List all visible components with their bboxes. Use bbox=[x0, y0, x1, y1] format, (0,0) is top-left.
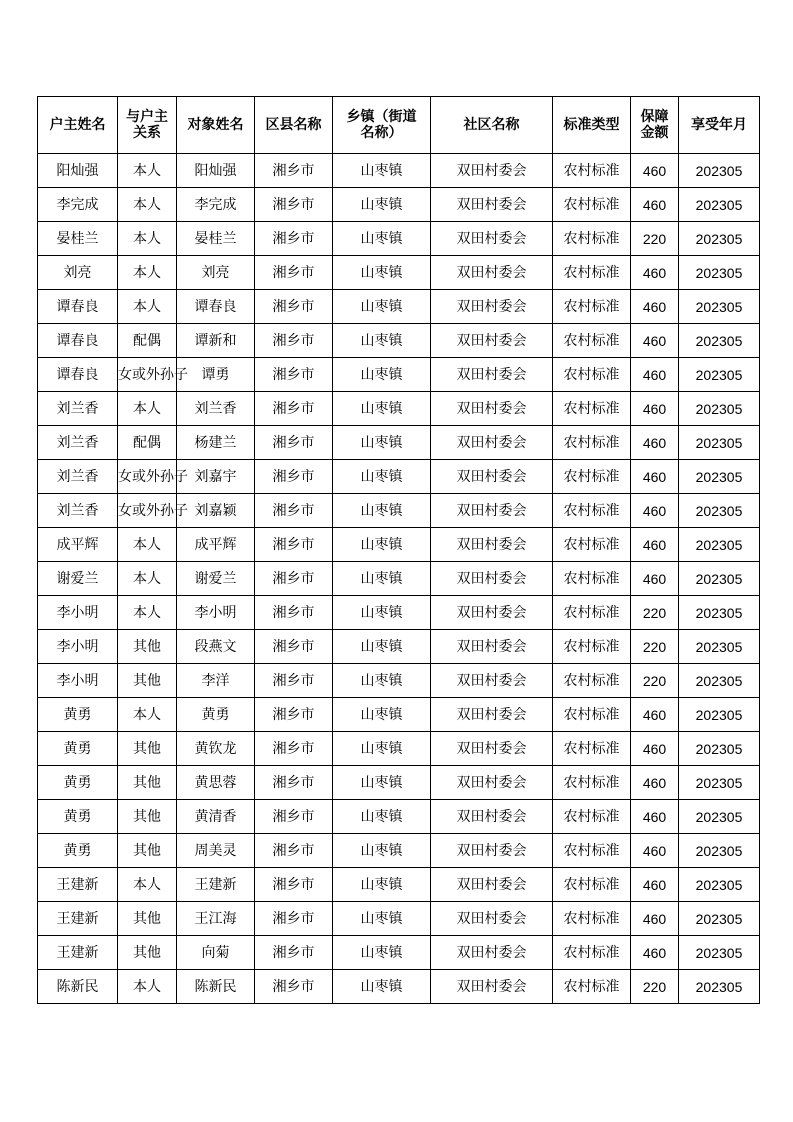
standard-type-cell: 农村标准 bbox=[553, 902, 631, 936]
community-cell: 双田村委会 bbox=[431, 698, 553, 732]
relation-cell: 本人 bbox=[118, 596, 177, 630]
amount-cell: 220 bbox=[631, 596, 679, 630]
household-head-cell: 黄勇 bbox=[38, 800, 118, 834]
member-name-cell: 刘兰香 bbox=[177, 392, 255, 426]
amount-cell: 460 bbox=[631, 392, 679, 426]
header-month bbox=[679, 97, 760, 154]
county-cell: 湘乡市 bbox=[255, 834, 333, 868]
amount-cell: 460 bbox=[631, 494, 679, 528]
table-row bbox=[38, 528, 760, 562]
township-cell: 山枣镇 bbox=[333, 256, 431, 290]
township-cell: 山枣镇 bbox=[333, 902, 431, 936]
member-name-cell: 李完成 bbox=[177, 188, 255, 222]
relation-cell: 配偶 bbox=[118, 324, 177, 358]
relation-cell: 本人 bbox=[118, 868, 177, 902]
community-cell: 双田村委会 bbox=[431, 290, 553, 324]
household-head-cell: 谭春良 bbox=[38, 324, 118, 358]
household-head-cell: 黄勇 bbox=[38, 698, 118, 732]
relation-cell: 本人 bbox=[118, 154, 177, 188]
relation-cell: 本人 bbox=[118, 188, 177, 222]
header-household-head bbox=[38, 97, 118, 154]
township-cell: 山枣镇 bbox=[333, 290, 431, 324]
standard-type-cell: 农村标准 bbox=[553, 868, 631, 902]
relation-cell: 女或外孙子 bbox=[118, 358, 177, 392]
township-cell: 山枣镇 bbox=[333, 936, 431, 970]
township-cell: 山枣镇 bbox=[333, 664, 431, 698]
standard-type-cell: 农村标准 bbox=[553, 664, 631, 698]
relation-cell: 配偶 bbox=[118, 426, 177, 460]
header-line: 关系 bbox=[133, 125, 161, 141]
header-line: 标准类型 bbox=[563, 117, 620, 133]
county-cell: 湘乡市 bbox=[255, 222, 333, 256]
member-name-cell: 黄思蓉 bbox=[177, 766, 255, 800]
month-cell: 202305 bbox=[679, 324, 760, 358]
relation-cell: 其他 bbox=[118, 766, 177, 800]
relation-cell: 其他 bbox=[118, 800, 177, 834]
month-cell: 202305 bbox=[679, 154, 760, 188]
amount-cell: 460 bbox=[631, 800, 679, 834]
township-cell: 山枣镇 bbox=[333, 732, 431, 766]
amount-cell: 460 bbox=[631, 732, 679, 766]
county-cell: 湘乡市 bbox=[255, 596, 333, 630]
member-name-cell: 王建新 bbox=[177, 868, 255, 902]
table-row bbox=[38, 290, 760, 324]
household-head-cell: 刘亮 bbox=[38, 256, 118, 290]
county-cell: 湘乡市 bbox=[255, 800, 333, 834]
member-name-cell: 李小明 bbox=[177, 596, 255, 630]
month-cell: 202305 bbox=[679, 698, 760, 732]
month-cell: 202305 bbox=[679, 494, 760, 528]
relation-cell: 本人 bbox=[118, 698, 177, 732]
amount-cell: 460 bbox=[631, 868, 679, 902]
household-head-cell: 刘兰香 bbox=[38, 392, 118, 426]
standard-type-cell: 农村标准 bbox=[553, 630, 631, 664]
community-cell: 双田村委会 bbox=[431, 902, 553, 936]
table-row bbox=[38, 222, 760, 256]
standard-type-cell: 农村标准 bbox=[553, 936, 631, 970]
relation-cell: 本人 bbox=[118, 392, 177, 426]
township-cell: 山枣镇 bbox=[333, 970, 431, 1004]
month-cell: 202305 bbox=[679, 834, 760, 868]
month-cell: 202305 bbox=[679, 290, 760, 324]
table-row bbox=[38, 630, 760, 664]
table-row bbox=[38, 426, 760, 460]
relation-cell: 本人 bbox=[118, 222, 177, 256]
standard-type-cell: 农村标准 bbox=[553, 188, 631, 222]
county-cell: 湘乡市 bbox=[255, 936, 333, 970]
header-standard-type bbox=[553, 97, 631, 154]
amount-cell: 220 bbox=[631, 630, 679, 664]
community-cell: 双田村委会 bbox=[431, 222, 553, 256]
member-name-cell: 阳灿强 bbox=[177, 154, 255, 188]
member-name-cell: 成平辉 bbox=[177, 528, 255, 562]
household-head-cell: 成平辉 bbox=[38, 528, 118, 562]
header-line: 对象姓名 bbox=[187, 117, 244, 133]
amount-cell: 220 bbox=[631, 664, 679, 698]
amount-cell: 460 bbox=[631, 528, 679, 562]
county-cell: 湘乡市 bbox=[255, 426, 333, 460]
community-cell: 双田村委会 bbox=[431, 460, 553, 494]
community-cell: 双田村委会 bbox=[431, 324, 553, 358]
household-head-cell: 黄勇 bbox=[38, 732, 118, 766]
county-cell: 湘乡市 bbox=[255, 732, 333, 766]
community-cell: 双田村委会 bbox=[431, 154, 553, 188]
header-amount bbox=[631, 97, 679, 154]
header-line: 享受年月 bbox=[691, 117, 747, 133]
county-cell: 湘乡市 bbox=[255, 494, 333, 528]
table-row bbox=[38, 392, 760, 426]
community-cell: 双田村委会 bbox=[431, 188, 553, 222]
relation-cell: 本人 bbox=[118, 970, 177, 1004]
community-cell: 双田村委会 bbox=[431, 664, 553, 698]
table-row bbox=[38, 494, 760, 528]
amount-cell: 460 bbox=[631, 290, 679, 324]
standard-type-cell: 农村标准 bbox=[553, 154, 631, 188]
header-line: 社区名称 bbox=[463, 117, 520, 133]
member-name-cell: 李洋 bbox=[177, 664, 255, 698]
header-relation bbox=[118, 97, 177, 154]
standard-type-cell: 农村标准 bbox=[553, 426, 631, 460]
month-cell: 202305 bbox=[679, 562, 760, 596]
standard-type-cell: 农村标准 bbox=[553, 834, 631, 868]
household-head-cell: 王建新 bbox=[38, 936, 118, 970]
household-head-cell: 黄勇 bbox=[38, 834, 118, 868]
county-cell: 湘乡市 bbox=[255, 902, 333, 936]
member-name-cell: 晏桂兰 bbox=[177, 222, 255, 256]
month-cell: 202305 bbox=[679, 358, 760, 392]
relation-cell: 本人 bbox=[118, 256, 177, 290]
township-cell: 山枣镇 bbox=[333, 154, 431, 188]
community-cell: 双田村委会 bbox=[431, 256, 553, 290]
standard-type-cell: 农村标准 bbox=[553, 460, 631, 494]
county-cell: 湘乡市 bbox=[255, 392, 333, 426]
table-row bbox=[38, 902, 760, 936]
member-name-cell: 向菊 bbox=[177, 936, 255, 970]
member-name-cell: 谭勇 bbox=[177, 358, 255, 392]
household-head-cell: 李小明 bbox=[38, 630, 118, 664]
community-cell: 双田村委会 bbox=[431, 732, 553, 766]
standard-type-cell: 农村标准 bbox=[553, 494, 631, 528]
standard-type-cell: 农村标准 bbox=[553, 222, 631, 256]
header-community bbox=[431, 97, 553, 154]
relation-cell: 女或外孙子 bbox=[118, 460, 177, 494]
county-cell: 湘乡市 bbox=[255, 562, 333, 596]
household-head-cell: 谭春良 bbox=[38, 358, 118, 392]
household-head-cell: 李小明 bbox=[38, 596, 118, 630]
township-cell: 山枣镇 bbox=[333, 630, 431, 664]
amount-cell: 220 bbox=[631, 222, 679, 256]
month-cell: 202305 bbox=[679, 630, 760, 664]
table-row bbox=[38, 834, 760, 868]
household-head-cell: 晏桂兰 bbox=[38, 222, 118, 256]
county-cell: 湘乡市 bbox=[255, 630, 333, 664]
community-cell: 双田村委会 bbox=[431, 834, 553, 868]
county-cell: 湘乡市 bbox=[255, 154, 333, 188]
relation-cell: 其他 bbox=[118, 834, 177, 868]
household-head-cell: 李完成 bbox=[38, 188, 118, 222]
relation-cell: 其他 bbox=[118, 630, 177, 664]
standard-type-cell: 农村标准 bbox=[553, 970, 631, 1004]
relation-cell: 其他 bbox=[118, 664, 177, 698]
table-row bbox=[38, 766, 760, 800]
township-cell: 山枣镇 bbox=[333, 392, 431, 426]
standard-type-cell: 农村标准 bbox=[553, 256, 631, 290]
table-row bbox=[38, 324, 760, 358]
amount-cell: 220 bbox=[631, 970, 679, 1004]
household-head-cell: 刘兰香 bbox=[38, 426, 118, 460]
header-line: 区县名称 bbox=[265, 117, 322, 133]
county-cell: 湘乡市 bbox=[255, 664, 333, 698]
amount-cell: 460 bbox=[631, 188, 679, 222]
relation-cell: 本人 bbox=[118, 562, 177, 596]
community-cell: 双田村委会 bbox=[431, 630, 553, 664]
township-cell: 山枣镇 bbox=[333, 766, 431, 800]
table-row bbox=[38, 970, 760, 1004]
month-cell: 202305 bbox=[679, 256, 760, 290]
month-cell: 202305 bbox=[679, 426, 760, 460]
table-row bbox=[38, 800, 760, 834]
month-cell: 202305 bbox=[679, 596, 760, 630]
township-cell: 山枣镇 bbox=[333, 460, 431, 494]
relation-cell: 本人 bbox=[118, 528, 177, 562]
month-cell: 202305 bbox=[679, 392, 760, 426]
member-name-cell: 谭春良 bbox=[177, 290, 255, 324]
table-row bbox=[38, 256, 760, 290]
header-member-name bbox=[177, 97, 255, 154]
amount-cell: 460 bbox=[631, 902, 679, 936]
month-cell: 202305 bbox=[679, 732, 760, 766]
county-cell: 湘乡市 bbox=[255, 970, 333, 1004]
table-header bbox=[38, 97, 760, 154]
member-name-cell: 刘亮 bbox=[177, 256, 255, 290]
community-cell: 双田村委会 bbox=[431, 800, 553, 834]
header-line: 金额 bbox=[640, 125, 669, 141]
table-row bbox=[38, 936, 760, 970]
standard-type-cell: 农村标准 bbox=[553, 800, 631, 834]
amount-cell: 460 bbox=[631, 834, 679, 868]
township-cell: 山枣镇 bbox=[333, 868, 431, 902]
amount-cell: 460 bbox=[631, 358, 679, 392]
township-cell: 山枣镇 bbox=[333, 528, 431, 562]
amount-cell: 460 bbox=[631, 426, 679, 460]
community-cell: 双田村委会 bbox=[431, 970, 553, 1004]
community-cell: 双田村委会 bbox=[431, 426, 553, 460]
month-cell: 202305 bbox=[679, 800, 760, 834]
household-head-cell: 王建新 bbox=[38, 868, 118, 902]
county-cell: 湘乡市 bbox=[255, 698, 333, 732]
amount-cell: 460 bbox=[631, 766, 679, 800]
amount-cell: 460 bbox=[631, 936, 679, 970]
county-cell: 湘乡市 bbox=[255, 766, 333, 800]
header-row bbox=[38, 97, 760, 154]
community-cell: 双田村委会 bbox=[431, 494, 553, 528]
table-row bbox=[38, 732, 760, 766]
township-cell: 山枣镇 bbox=[333, 698, 431, 732]
community-cell: 双田村委会 bbox=[431, 528, 553, 562]
standard-type-cell: 农村标准 bbox=[553, 732, 631, 766]
township-cell: 山枣镇 bbox=[333, 426, 431, 460]
member-name-cell: 黄勇 bbox=[177, 698, 255, 732]
standard-type-cell: 农村标准 bbox=[553, 528, 631, 562]
table-row bbox=[38, 154, 760, 188]
standard-type-cell: 农村标准 bbox=[553, 596, 631, 630]
standard-type-cell: 农村标准 bbox=[553, 766, 631, 800]
amount-cell: 460 bbox=[631, 256, 679, 290]
household-head-cell: 黄勇 bbox=[38, 766, 118, 800]
county-cell: 湘乡市 bbox=[255, 358, 333, 392]
month-cell: 202305 bbox=[679, 766, 760, 800]
header-line: 乡镇（街道 bbox=[346, 109, 417, 125]
community-cell: 双田村委会 bbox=[431, 936, 553, 970]
county-cell: 湘乡市 bbox=[255, 460, 333, 494]
township-cell: 山枣镇 bbox=[333, 358, 431, 392]
header-line: 户主姓名 bbox=[49, 117, 106, 133]
member-name-cell: 谭新和 bbox=[177, 324, 255, 358]
community-cell: 双田村委会 bbox=[431, 766, 553, 800]
member-name-cell: 杨建兰 bbox=[177, 426, 255, 460]
header-line: 与户主 bbox=[126, 109, 168, 125]
roster-table bbox=[37, 96, 760, 1004]
community-cell: 双田村委会 bbox=[431, 868, 553, 902]
household-head-cell: 刘兰香 bbox=[38, 460, 118, 494]
county-cell: 湘乡市 bbox=[255, 290, 333, 324]
township-cell: 山枣镇 bbox=[333, 596, 431, 630]
month-cell: 202305 bbox=[679, 188, 760, 222]
standard-type-cell: 农村标准 bbox=[553, 562, 631, 596]
township-cell: 山枣镇 bbox=[333, 222, 431, 256]
relation-cell: 其他 bbox=[118, 936, 177, 970]
table-row bbox=[38, 596, 760, 630]
member-name-cell: 陈新民 bbox=[177, 970, 255, 1004]
township-cell: 山枣镇 bbox=[333, 562, 431, 596]
household-head-cell: 刘兰香 bbox=[38, 494, 118, 528]
county-cell: 湘乡市 bbox=[255, 528, 333, 562]
member-name-cell: 段燕文 bbox=[177, 630, 255, 664]
member-name-cell: 黄清香 bbox=[177, 800, 255, 834]
month-cell: 202305 bbox=[679, 528, 760, 562]
community-cell: 双田村委会 bbox=[431, 392, 553, 426]
table-row bbox=[38, 868, 760, 902]
community-cell: 双田村委会 bbox=[431, 596, 553, 630]
month-cell: 202305 bbox=[679, 868, 760, 902]
county-cell: 湘乡市 bbox=[255, 324, 333, 358]
month-cell: 202305 bbox=[679, 664, 760, 698]
member-name-cell: 黄钦龙 bbox=[177, 732, 255, 766]
month-cell: 202305 bbox=[679, 970, 760, 1004]
relation-cell: 其他 bbox=[118, 732, 177, 766]
table-row bbox=[38, 188, 760, 222]
township-cell: 山枣镇 bbox=[333, 494, 431, 528]
township-cell: 山枣镇 bbox=[333, 188, 431, 222]
table-row bbox=[38, 664, 760, 698]
relation-cell: 本人 bbox=[118, 290, 177, 324]
member-name-cell: 刘嘉宇 bbox=[177, 460, 255, 494]
amount-cell: 460 bbox=[631, 698, 679, 732]
header-county bbox=[255, 97, 333, 154]
amount-cell: 460 bbox=[631, 562, 679, 596]
township-cell: 山枣镇 bbox=[333, 324, 431, 358]
member-name-cell: 王江海 bbox=[177, 902, 255, 936]
community-cell: 双田村委会 bbox=[431, 358, 553, 392]
member-name-cell: 谢爱兰 bbox=[177, 562, 255, 596]
county-cell: 湘乡市 bbox=[255, 256, 333, 290]
county-cell: 湘乡市 bbox=[255, 188, 333, 222]
township-cell: 山枣镇 bbox=[333, 800, 431, 834]
household-head-cell: 阳灿强 bbox=[38, 154, 118, 188]
amount-cell: 460 bbox=[631, 460, 679, 494]
table-row bbox=[38, 460, 760, 494]
table-row bbox=[38, 698, 760, 732]
standard-type-cell: 农村标准 bbox=[553, 290, 631, 324]
standard-type-cell: 农村标准 bbox=[553, 698, 631, 732]
relation-cell: 其他 bbox=[118, 902, 177, 936]
month-cell: 202305 bbox=[679, 902, 760, 936]
member-name-cell: 周美灵 bbox=[177, 834, 255, 868]
month-cell: 202305 bbox=[679, 460, 760, 494]
township-cell: 山枣镇 bbox=[333, 834, 431, 868]
table-row bbox=[38, 358, 760, 392]
header-line: 保障 bbox=[640, 109, 669, 125]
household-head-cell: 李小明 bbox=[38, 664, 118, 698]
month-cell: 202305 bbox=[679, 936, 760, 970]
standard-type-cell: 农村标准 bbox=[553, 392, 631, 426]
amount-cell: 460 bbox=[631, 324, 679, 358]
household-head-cell: 王建新 bbox=[38, 902, 118, 936]
community-cell: 双田村委会 bbox=[431, 562, 553, 596]
standard-type-cell: 农村标准 bbox=[553, 324, 631, 358]
amount-cell: 460 bbox=[631, 154, 679, 188]
household-head-cell: 谢爱兰 bbox=[38, 562, 118, 596]
county-cell: 湘乡市 bbox=[255, 868, 333, 902]
header-township bbox=[333, 97, 431, 154]
standard-type-cell: 农村标准 bbox=[553, 358, 631, 392]
table-body bbox=[38, 154, 760, 1004]
month-cell: 202305 bbox=[679, 222, 760, 256]
table-row bbox=[38, 562, 760, 596]
header-line: 名称） bbox=[360, 125, 403, 141]
relation-cell: 女或外孙子 bbox=[118, 494, 177, 528]
household-head-cell: 谭春良 bbox=[38, 290, 118, 324]
member-name-cell: 刘嘉颖 bbox=[177, 494, 255, 528]
household-head-cell: 陈新民 bbox=[38, 970, 118, 1004]
